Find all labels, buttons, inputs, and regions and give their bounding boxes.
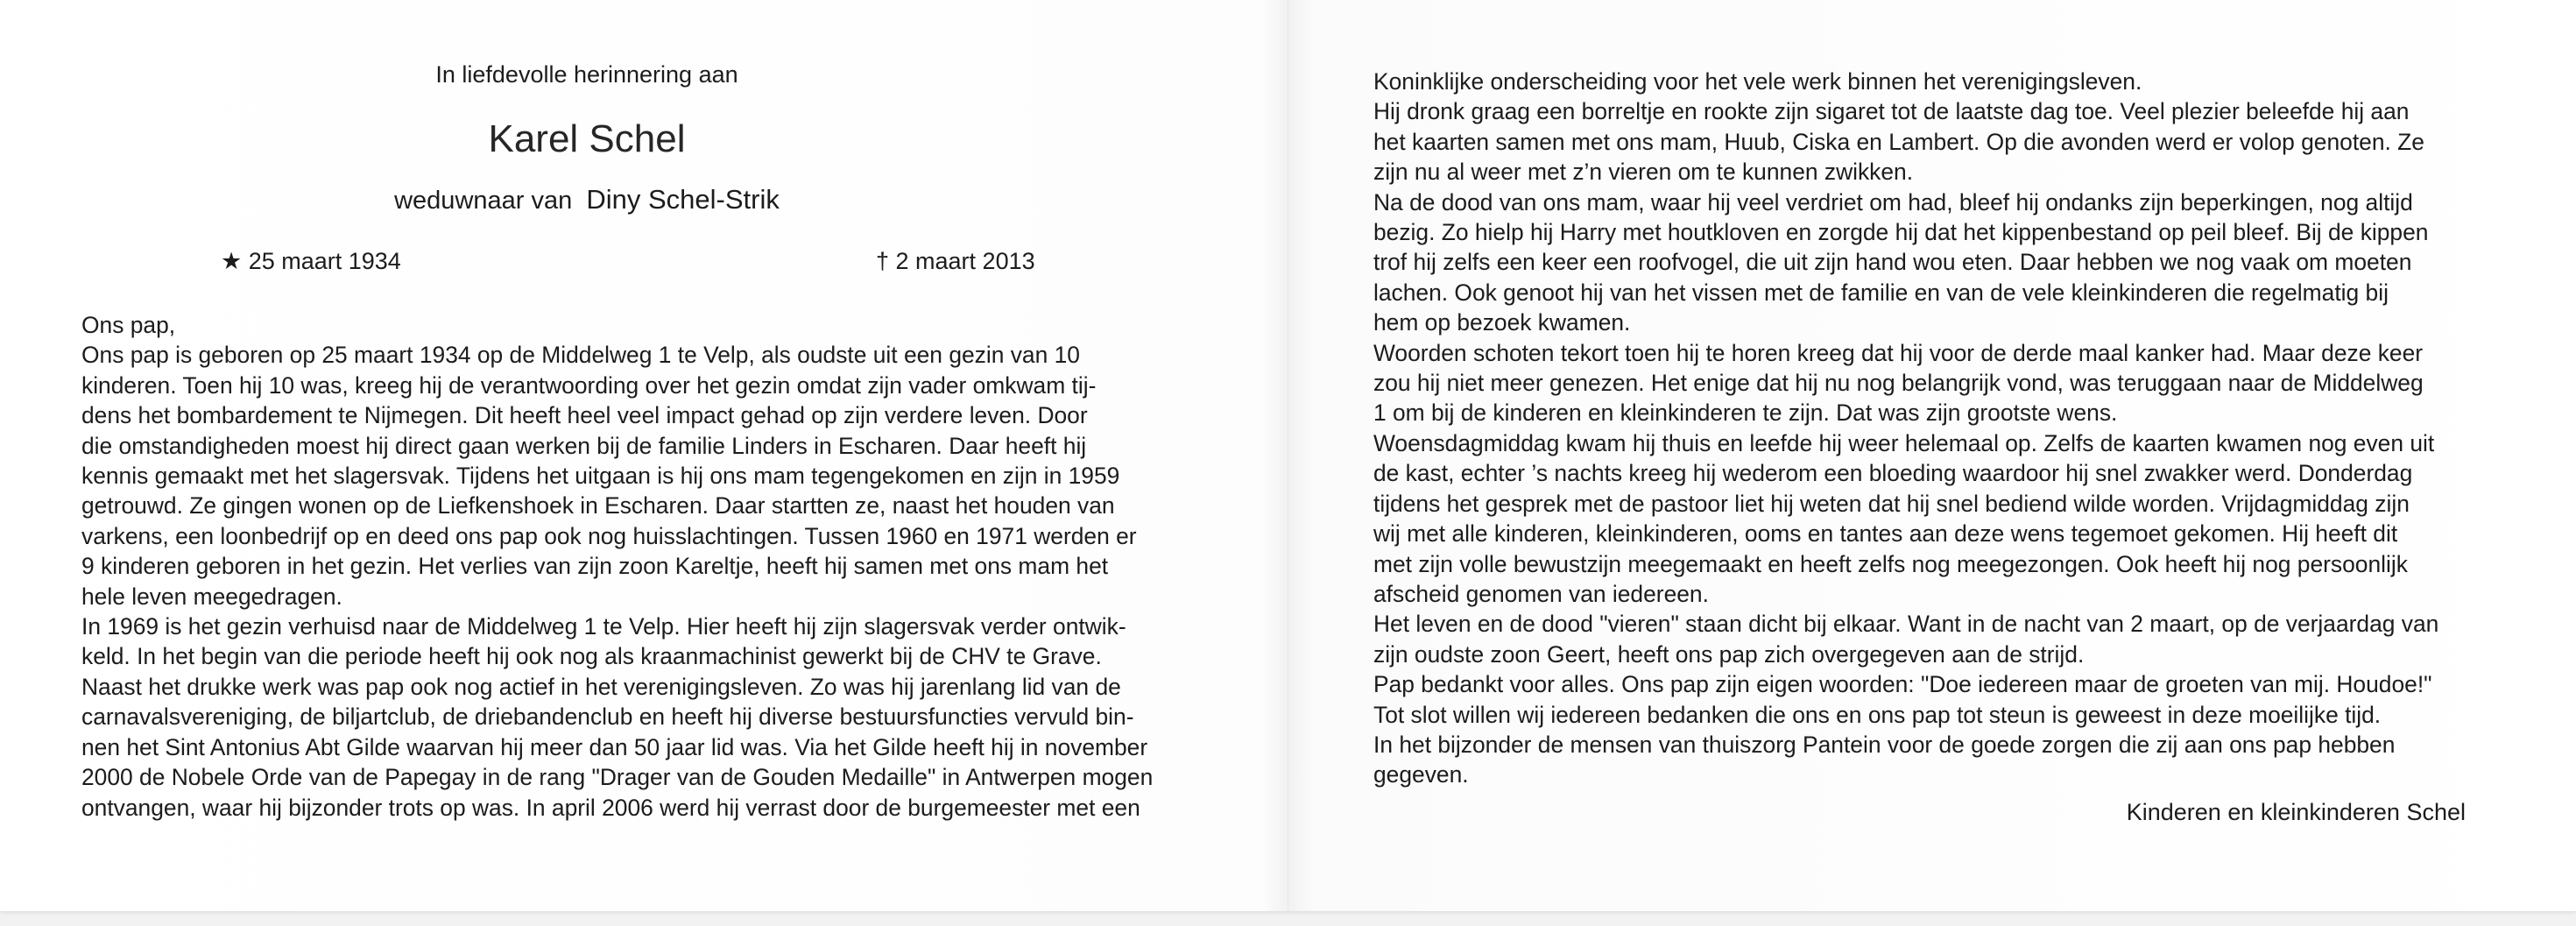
text-line: getrouwd. Ze gingen wonen op de Liefkenshoek in Escharen. Daar startten ze, naast het houden van (81, 492, 1115, 520)
text-line: ontvangen, waar hij bijzonder trots op was. In april 2006 werd hij verrast door de burgemeester met een (81, 794, 1140, 821)
text-line: Het leven en de dood "vieren" staan dicht bij elkaar. Want in de nacht van 2 maart, op de verjaardag van (1373, 611, 2439, 638)
text-line: afscheid genomen van iedereen. (1373, 580, 1709, 607)
text-line: keld. In het begin van die periode heeft hij ook nog als kraanmachinist gewerkt bij de CHV te Grave. (81, 643, 1102, 670)
left-page-text (81, 310, 1176, 823)
deceased-name: Karel Schel (488, 117, 686, 160)
birth-date: ★ 25 maart 1934 (221, 248, 401, 274)
right-page-text (1373, 67, 2468, 790)
text-line: Na de dood van ons mam, waar hij veel verdriet om had, bleef hij ondanks zijn beperkingen, nog altijd (1373, 188, 2413, 216)
text-line: de kast, echter ’s nachts kreeg hij wederom een bloeding waardoor hij snel zwakker werd. Donderdag (1373, 460, 2413, 487)
text-line: Ons pap, (81, 312, 176, 338)
text-line: Ons pap is geboren op 25 maart 1934 op de Middelweg 1 te Velp, als oudste uit een gezin van 10 (81, 342, 1080, 369)
text-line: varkens, een loonbedrijf op en deed ons pap ook nog huisslachtingen. Tussen 1960 en 1971 werden er (81, 522, 1137, 549)
signature: Kinderen en kleinkinderen Schel (2126, 799, 2466, 825)
text-line: hele leven meegedragen. (81, 583, 342, 610)
text-line: zijn nu al weer met z’n vieren om te kunnen zwikken. (1373, 159, 1914, 186)
text-line: 9 kinderen geboren in het gezin. Het verlies van zijn zoon Kareltje, heeft hij samen met ons mam het (81, 553, 1109, 580)
text-line: kinderen. Toen hij 10 was, kreeg hij de verantwoording over het gezin omdat zijn vader omkwam tij- (81, 371, 1097, 399)
text-line: lachen. Ook genoot hij van het vissen met de familie en van de vele kleinkinderen die regelmatig bij (1373, 279, 2389, 306)
text-line: zou hij niet meer genezen. Het enige dat hij nu nog belangrijk vond, was teruggaan naar de Middelweg (1373, 370, 2424, 397)
death-date: † 2 maart 2013 (876, 248, 1035, 274)
spouse-name: Diny Schel-Strik (586, 184, 780, 215)
text-line: Hij dronk graag een borreltje en rookte zijn sigaret tot de laatste dag toe. Veel plezier beleefde hij aan (1373, 98, 2410, 125)
text-line: die omstandigheden moest hij direct gaan werken bij de familie Linders in Escharen. Daar heeft hij (81, 432, 1087, 459)
text-line: met zijn volle bewustzijn meegemaakt en heeft zelfs nog meegezongen. Ook heeft hij nog persoonlijk (1373, 550, 2408, 577)
text-line: kennis gemaakt met het slagersvak. Tijdens het uitgaan is hij ons mam tegengekomen en zijn in 1959 (81, 463, 1120, 490)
text-line: trof hij zelfs een keer een roofvogel, die uit zijn hand wou eten. Daar hebben we nog vaak om moeten (1373, 249, 2412, 276)
text-line: nen het Sint Antonius Abt Gilde waarvan hij meer dan 50 jaar lid was. Via het Gilde heeft hij in november (81, 733, 1148, 760)
text-line: Koninklijke onderscheiding voor het vele werk binnen het verenigingsleven. (1373, 68, 2142, 95)
text-line: gegeven. (1373, 761, 1469, 788)
text-line: wij met alle kinderen, kleinkinderen, ooms en tantes aan deze wens tegemoet gekomen. Hij heeft dit (1373, 520, 2398, 548)
text-line: hem op bezoek kwamen. (1373, 309, 1631, 336)
text-line: 2000 de Nobele Orde van de Papegay in de rang "Drager van de Gouden Medaille" in Antwerpen mogen (81, 764, 1154, 791)
text-line: In het bijzonder de mensen van thuiszorg Pantein voor de goede zorgen die zij aan ons pap hebben (1373, 731, 2396, 758)
text-line: het kaarten samen met ons mam, Huub, Ciska en Lambert. Op die avonden werd er volop genoten. Ze (1373, 128, 2424, 155)
text-line: tijdens het gesprek met de pastoor liet hij weten dat hij snel bediend wilde worden. Vrijdagmiddag zijn (1373, 490, 2410, 517)
text-line: 1 om bij de kinderen en kleinkinderen te zijn. Dat was zijn grootste wens. (1373, 399, 2118, 427)
widower-prefix: weduwnaar van (394, 187, 573, 215)
text-line: Naast het drukke werk was pap ook nog actief in het verenigingsleven. Zo was hij jarenlang lid van de (81, 673, 1121, 700)
text-line: Tot slot willen wij iedereen bedanken die ons en ons pap tot steun is geweest in deze moeilijke tijd. (1373, 701, 2382, 728)
text-line: zijn oudste zoon Geert, heeft ons pap zich overgegeven aan de strijd. (1373, 640, 2085, 668)
text-line: In 1969 is het gezin verhuisd naar de Middelweg 1 te Velp. Hier heeft hij zijn slagersvak verder ontwik- (81, 613, 1126, 640)
widower-line (0, 184, 1174, 216)
text-line: dens het bombardement te Nijmegen. Dit heeft heel veel impact gehad op zijn verdere leven. Door (81, 402, 1088, 429)
text-line: carnavalsvereniging, de biljartclub, de driebandenclub en heeft hij diverse bestuursfuncties vervuld bin- (81, 703, 1134, 731)
intro-text: In liefdevolle herinnering aan (435, 61, 738, 88)
text-line: Woensdagmiddag kwam hij thuis en leefde hij weer helemaal op. Zelfs de kaarten kwamen nog even uit (1373, 429, 2435, 456)
text-line: Pap bedankt voor alles. Ons pap zijn eigen woorden: "Doe iedereen maar de groeten van mij. Houdoe!" (1373, 671, 2432, 698)
text-line: Woorden schoten tekort toen hij te horen kreeg dat hij voor de derde maal kanker had. Maar deze keer (1373, 339, 2424, 366)
text-line: bezig. Zo hielp hij Harry met houtkloven en zorgde hij dat het kippenbestand op peil bleef. Bij de kippen (1373, 219, 2429, 246)
